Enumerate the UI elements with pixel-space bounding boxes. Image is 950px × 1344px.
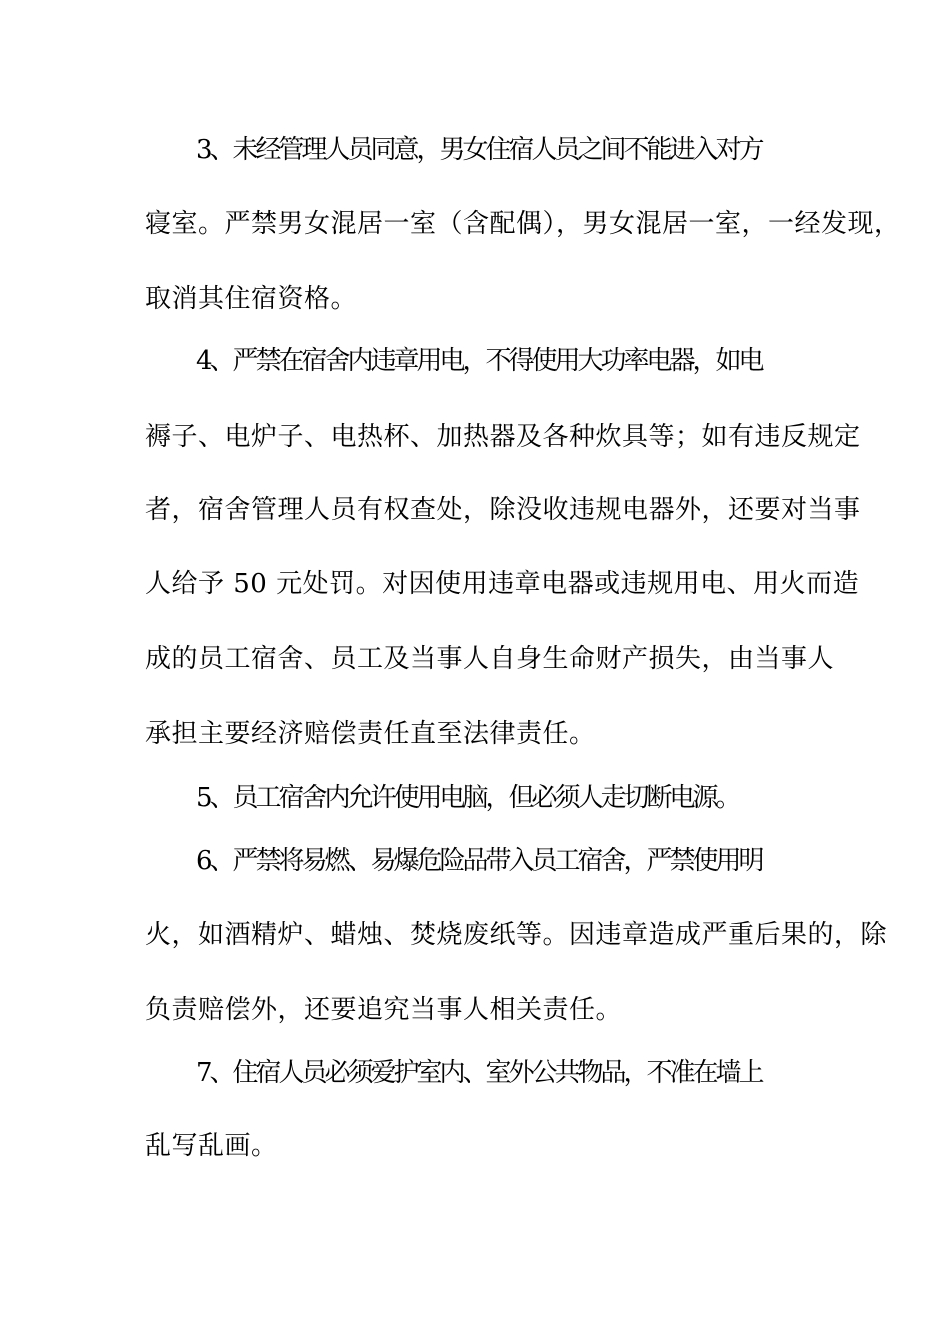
clause-3-line-3: 取消其住宿资格。 bbox=[145, 284, 358, 314]
clause-6-line-2: 火，如酒精炉、蜡烛、焚烧废纸等。因违章造成严重后果的，除 bbox=[145, 920, 888, 950]
clause-3-line-2: 寝室。严禁男女混居一室（含配偶），男女混居一室，一经发现， bbox=[145, 209, 901, 239]
clause-6-line-3: 负责赔偿外，还要追究当事人相关责任。 bbox=[145, 995, 623, 1025]
clause-7-line-1: 7、住宿人员必须爱护室内、室外公共物品，不准在墙上 bbox=[196, 1058, 762, 1088]
clause-4-line-6: 承担主要经济赔偿责任直至法律责任。 bbox=[145, 719, 596, 749]
clause-4-line-5: 成的员工宿舍、员工及当事人自身生命财产损失，由当事人 bbox=[145, 644, 835, 674]
clause-4-line-1: 4、严禁在宿舍内违章用电，不得使用大功率电器，如电 bbox=[196, 346, 762, 376]
clause-4-line-4: 人给予 50 元处罚。对因使用违章电器或违规用电、用火而造 bbox=[145, 569, 860, 599]
clause-7-line-2: 乱写乱画。 bbox=[145, 1131, 278, 1161]
clause-4-line-2: 褥子、电炉子、电热杯、加热器及各种炊具等；如有违反规定 bbox=[145, 422, 861, 452]
clause-6-line-1: 6、严禁将易燃、易爆危险品带入员工宿舍，严禁使用明 bbox=[196, 846, 762, 876]
clause-4-line-3: 者，宿舍管理人员有权查处，除没收违规电器外，还要对当事 bbox=[145, 495, 861, 525]
clause-5-line-1: 5、员工宿舍内允许使用电脑，但必须人走切断电源。 bbox=[196, 783, 739, 813]
clause-3-line-1: 3、未经管理人员同意，男女住宿人员之间不能进入对方 bbox=[196, 135, 762, 165]
